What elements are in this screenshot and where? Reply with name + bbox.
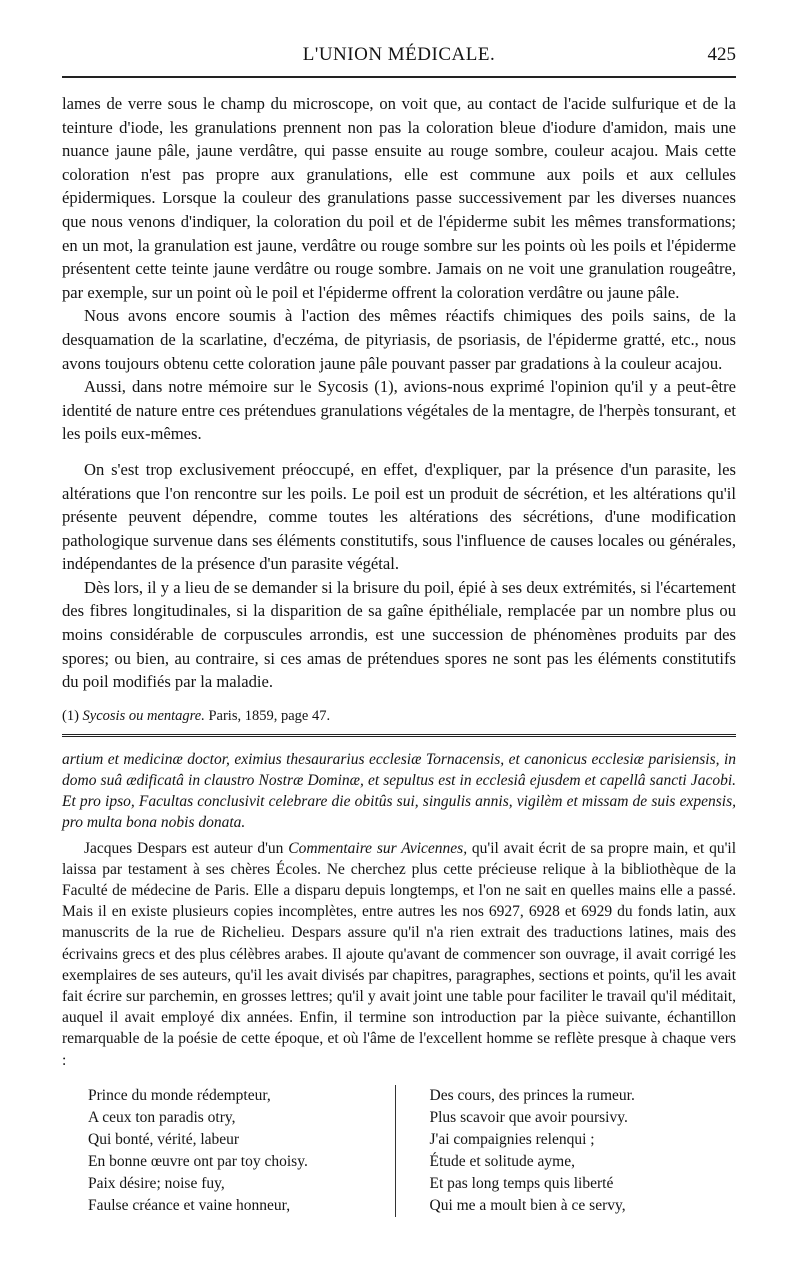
verse: Des cours, des princes la rumeur. <box>429 1086 635 1104</box>
poem <box>62 1085 736 1217</box>
paragraph-2: Nous avons encore soumis à l'action des mêmes réactifs chimiques des poils sains, de la desquamation de la scarlatine, d'eczéma, de pityriasis, de psoriasis, de l'épiderme gratté, etc., nous avons toujours obtenu cette coloration jaune pâle pouvant passer par gradations à la couleur acajou. <box>62 306 736 373</box>
paragraph-4: On s'est trop exclusivement préoccupé, en effet, d'expliquer, par la présence d'un parasite, les altérations que l'on rencontre sur les poils. Le poil est un produit de sécrétion, et les altérations qu'il présente peuvent dépendre, comme toutes les altérations des sécrétions, d'une modification pathologique survenue dans ses éléments constitutifs, sous l'influence de causes locales ou générales, indépendantes de la présence d'un parasite végétal. <box>62 459 736 574</box>
header-rule <box>62 76 736 78</box>
verse: Étude et solitude ayme, <box>429 1152 575 1170</box>
paragraph-3: Aussi, dans notre mémoire sur le Sycosis (1), avions-nous exprimé l'opinion qu'il y a peut-être identité de nature entre ces prétendues granulations végétales de la mentagre, de l'herpès tonsurant, et les poils eux-mêmes. <box>62 377 736 444</box>
feuilleton-paragraph <box>62 838 736 1071</box>
verse: Qui me a moult bien à ce servy, <box>429 1196 626 1214</box>
verse: Faulse créance et vaine honneur, <box>88 1196 291 1214</box>
feuilleton-book-title: Commentaire sur Avicennes, <box>288 839 468 857</box>
verse: Plus scavoir que avoir poursivy. <box>429 1108 628 1126</box>
page-number: 425 <box>707 44 736 65</box>
verse: A ceux ton paradis otry, <box>88 1108 236 1126</box>
page-header <box>62 40 736 70</box>
feuilleton <box>62 749 736 1217</box>
main-text <box>62 92 736 694</box>
verse: Qui bonté, vérité, labeur <box>88 1130 240 1148</box>
verse: Prince du monde rédempteur, <box>88 1086 271 1104</box>
footnote-rest: Paris, 1859, page 47. <box>208 707 331 724</box>
feuilleton-intro: Jacques Despars est auteur d'un <box>84 839 284 857</box>
paragraph-5: Dès lors, il y a lieu de se demander si la brisure du poil, épié à ses deux extrémités, si l'écartement des fibres longitudinales, si la disparition de sa gaîne épithéliale, remplacée par un nombre plus ou moins considérable de corpuscules arrondis, est une succession de phénomènes produits par des spores; ou bien, au contraire, si ces amas de prétendues spores ne sont pas les éléments constitutifs du poil modifiés par la maladie. <box>62 577 736 692</box>
footnote <box>62 706 736 726</box>
feuilleton-separator <box>62 734 736 739</box>
verse: J'ai compaignies relenqui ; <box>429 1130 595 1148</box>
verse: En bonne œuvre ont par toy choisy. <box>88 1152 308 1170</box>
footnote-marker: (1) <box>62 707 79 724</box>
latin-epitaph: artium et medicinæ doctor, eximius thesaurarius ecclesiæ Tornacensis, et canonicus ecclesiæ parisiensis, in domo suâ ædificatâ in claustro Nostræ Dominæ, et sepultus est in ecclesiâ ejusdem et capellâ sancti Jacobi. Et pro ipso, Facultas conclusivit celebrare die obitûs sui, singulis annis, vigilèm et missam de suis expensis, pro multa bona nobis donata. <box>62 750 736 832</box>
poem-right-column <box>395 1085 737 1217</box>
verse: Paix désire; noise fuy, <box>88 1174 225 1192</box>
footnote-title: Sycosis ou mentagre. <box>82 707 205 724</box>
running-head: L'UNION MÉDICALE. <box>302 44 496 65</box>
paragraph-1: lames de verre sous le champ du microscope, on voit que, au contact de l'acide sulfurique et de la teinture d'iode, les granulations prennent non pas la coloration bleue d'iodure d'amidon, mais une nuance jaune pâle, jaune verdâtre, qui passe ensuite au rouge sombre, couleur acajou. Mais cette coloration n'est pas propre aux granulations, elle est commune aux poils et aux cellules épidermiques. Lorsque la couleur des granulations passe successivement par les diverses nuances que nous venons d'indiquer, la coloration du poil et de l'épiderme subit les mêmes transformations; en un mot, la granulation est jaune, verdâtre ou rouge sombre sur les points où les poils et l'épiderme présentent cette teinte jaune verdâtre ou rouge sombre. Jamais on ne voit une granulation rougeâtre, par exemple, sur un point où le poil et l'épiderme offrent la coloration verdâtre ou jaune pâle. <box>62 94 736 302</box>
verse: Et pas long temps quis liberté <box>429 1174 614 1192</box>
poem-left-column <box>62 1085 395 1217</box>
feuilleton-rest: qu'il avait écrit de sa propre main, et qu'il laissa par testament à ses chères Écoles. Ne cherchez plus cette précieuse relique à la bibliothèque de la Faculté de médecine de Paris. Elle a disparu depuis longtemps, et l'on ne sait en quelles mains elle a passé. Mais il en existe plusieurs copies incomplètes, entre autres les nos 6927, 6928 et 6929 du fonds latin, aux manuscrits de la rue de Richelieu. Despars assure qu'il n'a rien extrait des traductions latines, mais des écrivains grecs et des plus célèbres arabes. Il ajoute qu'avant de commencer son ouvrage, il avait corrigé les exemplaires de ses auteurs, qu'il les avait divisés par chapitres, paragraphes, sections et points, qu'il les avait fait écrire sur parchemin, en grosses lettres; qu'il y avait joint une table pour faciliter le travail qu'il méditait, auquel il avait employé dix années. Enfin, il termine son introduction par la pièce suivante, échantillon remarquable de la poésie de cette époque, et où l'âme de l'excellent homme se reflète presque à chaque vers : <box>62 839 737 1069</box>
